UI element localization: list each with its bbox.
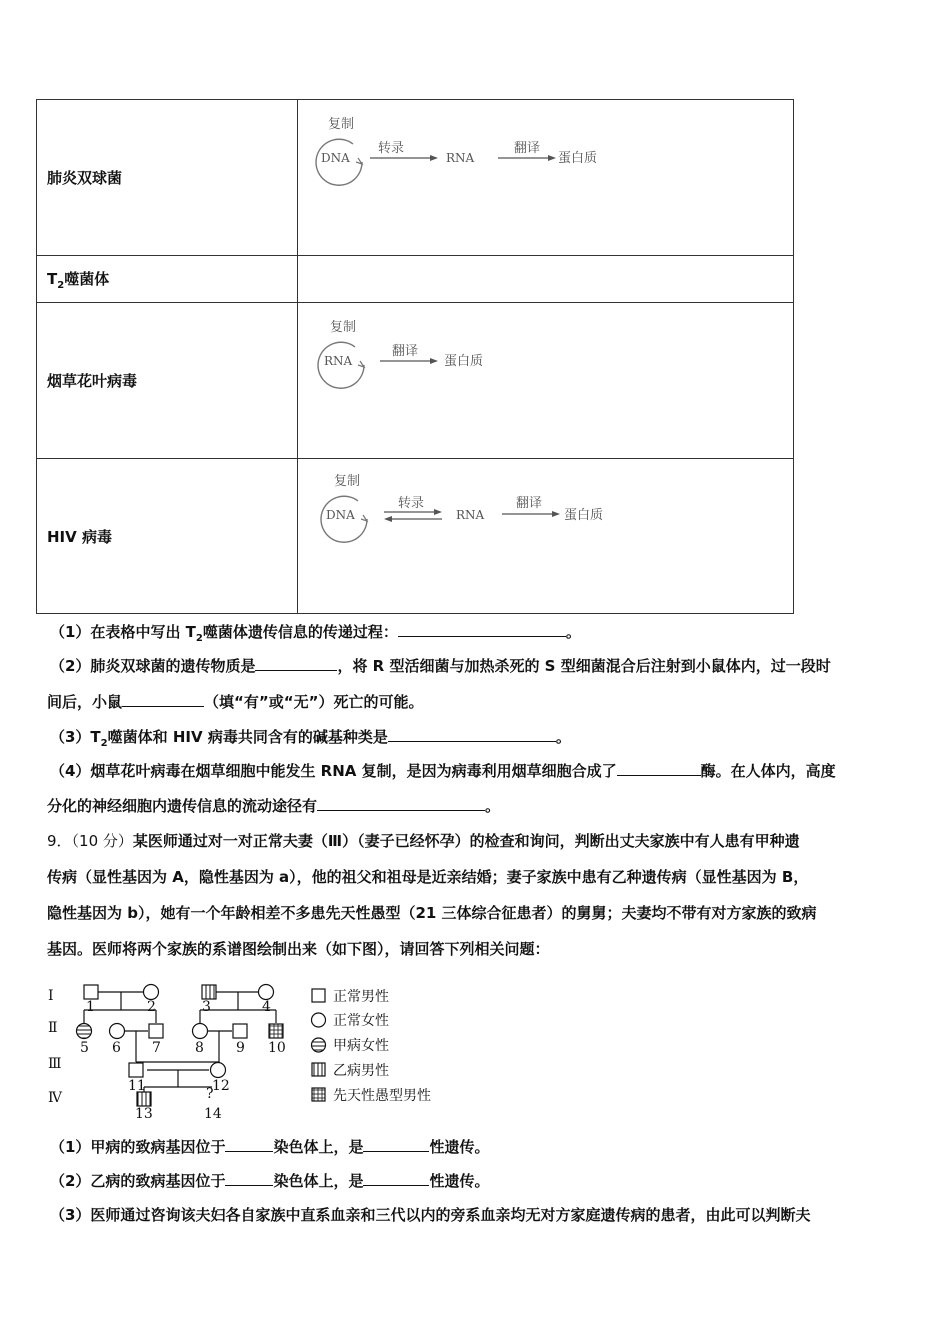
individual-id: 13 xyxy=(135,1106,153,1122)
core-molecule: RNA xyxy=(324,354,353,368)
legend-label: 正常男性 xyxy=(333,989,389,1005)
individual-8-normal-female xyxy=(193,1024,208,1039)
legend-normal-female-icon xyxy=(312,1013,326,1027)
individual-13-disease-b-male xyxy=(137,1092,151,1106)
core-molecule: DNA xyxy=(326,508,355,522)
answer-blank[interactable] xyxy=(255,655,337,671)
individual-id: 2 xyxy=(147,999,156,1015)
step1-label: 转录 xyxy=(378,141,405,156)
individual-7-normal-male xyxy=(149,1024,163,1038)
individual-id: 11 xyxy=(128,1078,146,1094)
individual-id: 8 xyxy=(195,1040,204,1056)
legend-down-syndrome-male-icon xyxy=(312,1088,325,1101)
replicate-label: 复制 xyxy=(330,320,357,335)
individual-10-down-syndrome-male xyxy=(269,1024,283,1038)
question-8-3: $(3)T_2$噬菌体和 HIV 病毒共同含有的碱基种类是 。 xyxy=(50,728,571,749)
flow-diagram-cell xyxy=(298,100,794,256)
individual-id: 9 xyxy=(236,1040,245,1056)
answer-blank[interactable] xyxy=(398,621,566,637)
generation-label: Ⅳ xyxy=(48,1090,62,1106)
step2-arrowhead xyxy=(552,511,560,517)
question-9-line3: 隐性基因为 b），她有一个年龄相差不多患先天性愚型（21 三体综合征患者）的舅舅；夫妻均不带有对方家族的致病 xyxy=(47,904,817,922)
individual-4-normal-female xyxy=(259,985,274,1000)
question-9-line4: 基因。医师将两个家族的系谱图绘制出来（如下图），请回答下列相关问题： xyxy=(47,940,550,958)
middle-molecule: RNA xyxy=(456,508,485,522)
step1-label: 翻译 xyxy=(392,344,419,359)
table-row xyxy=(37,459,794,614)
genetic-info-table xyxy=(36,99,794,614)
core-molecule: DNA xyxy=(321,151,350,165)
answer-blank[interactable] xyxy=(363,1170,429,1186)
question-8-2: （2）肺炎双球菌的遗传物质是 ，将 R 型活细菌与加热杀死的 S 型细菌混合后注射到小鼠体内，过一段时 xyxy=(50,657,831,675)
step1-arrowhead xyxy=(430,155,438,161)
individual-id: 5 xyxy=(80,1040,89,1056)
step2-label: 翻译 xyxy=(516,496,543,511)
table-row xyxy=(37,303,794,459)
question-8-2-cont: 间后，小鼠 （填“有”或“无”）死亡的可能。 xyxy=(47,693,424,711)
table-row xyxy=(37,256,794,303)
answer-blank[interactable] xyxy=(388,726,556,742)
question-8-1: （1）在表格中写出 $T_2$噬菌体遗传信息的传递过程： 。 xyxy=(50,623,581,644)
organism-name: 肺炎双球菌 xyxy=(37,100,298,256)
question-9-3: （3）医师通过咨询该夫妇各自家族中直系血亲和三代以内的旁系血亲均无对方家庭遗传病的患者，由此可以判断夫 xyxy=(50,1206,811,1224)
product: 蛋白质 xyxy=(564,508,604,523)
legend-disease-a-female-icon xyxy=(312,1038,326,1052)
answer-blank[interactable] xyxy=(363,1136,429,1152)
individual-id: 14 xyxy=(204,1106,222,1122)
individual-9-normal-male xyxy=(233,1024,247,1038)
legend-label: 乙病男性 xyxy=(333,1063,389,1079)
pedigree-chart xyxy=(44,980,464,1128)
transcription-arrowhead xyxy=(434,509,442,515)
individual-5-disease-a-female xyxy=(77,1024,92,1039)
individual-id: 4 xyxy=(262,999,271,1015)
reverse-transcription-arrowhead xyxy=(384,516,392,522)
organism-name: HIV 病毒 xyxy=(37,459,298,614)
legend-label: 甲病女性 xyxy=(333,1038,389,1054)
legend-label: 正常女性 xyxy=(333,1013,389,1029)
legend-normal-male-icon xyxy=(312,989,325,1002)
product: 蛋白质 xyxy=(558,151,598,166)
individual-11-normal-male xyxy=(129,1063,143,1077)
question-9-1: （1）甲病的致病基因位于 染色体上，是 性遗传。 xyxy=(50,1138,490,1156)
answer-blank[interactable] xyxy=(617,760,701,776)
step1-arrowhead xyxy=(430,358,438,364)
product: 蛋白质 xyxy=(444,354,484,369)
replicate-arrowhead xyxy=(358,361,364,367)
answer-blank[interactable] xyxy=(225,1170,273,1186)
organism-name: 烟草花叶病毒 xyxy=(37,303,298,459)
question-9-line1: 9．（10 分）某医师通过对一对正常夫妻（Ⅲ）（妻子已经怀孕）的检查和询问，判断出丈夫家族中有人患有甲种遗 xyxy=(47,832,800,850)
step1-label: 转录 xyxy=(398,496,425,511)
individual-3-disease-b-male xyxy=(202,985,216,999)
individual-id: 7 xyxy=(152,1040,161,1056)
replicate-arrowhead xyxy=(361,515,367,521)
question-9-2: （2）乙病的致病基因位于 染色体上，是 性遗传。 xyxy=(50,1172,490,1190)
pedigree-legend xyxy=(312,988,432,1104)
table-row xyxy=(37,100,794,256)
individual-1-normal-male xyxy=(84,985,98,999)
flow-diagram-cell xyxy=(298,459,794,614)
organism-name: $T_2$噬菌体 xyxy=(37,256,298,303)
individual-12-normal-female xyxy=(211,1063,226,1078)
flow-diagram-pneumococcus xyxy=(298,100,803,256)
individual-id: 6 xyxy=(112,1040,121,1056)
flow-diagram-hiv xyxy=(298,459,803,614)
question-9-line2: 传病（显性基因为 A，隐性基因为 a），他的祖父和祖母是近亲结婚；妻子家族中患有乙种遗传病（显性基因为 B， xyxy=(47,868,809,886)
replicate-label: 复制 xyxy=(328,117,355,132)
individual-id: 3 xyxy=(202,999,211,1015)
individual-id: 1 xyxy=(86,999,95,1015)
question-number: 9．（10 分） xyxy=(47,832,133,850)
question-8-4-cont: 分化的神经细胞内遗传信息的流动途径有 。 xyxy=(47,797,501,815)
individual-6-normal-female xyxy=(110,1024,125,1039)
individual-2-normal-female xyxy=(144,985,159,1000)
empty-answer-cell xyxy=(298,256,794,303)
answer-blank[interactable] xyxy=(122,691,204,707)
step2-arrowhead xyxy=(548,155,556,161)
replicate-label: 复制 xyxy=(334,474,361,489)
replicate-arrowhead xyxy=(356,158,362,164)
legend-label: 先天性愚型男性 xyxy=(333,1088,431,1104)
legend-disease-b-male-icon xyxy=(312,1063,325,1076)
question-8-4: （4）烟草花叶病毒在烟草细胞中能发生 RNA 复制，是因为病毒利用烟草细胞合成了 酶。在人体内，高度 xyxy=(50,762,836,780)
individual-id: 12 xyxy=(212,1078,230,1094)
generation-label: Ⅰ xyxy=(48,988,54,1004)
step2-label: 翻译 xyxy=(514,141,541,156)
flow-diagram-tmv xyxy=(298,303,803,459)
middle-molecule: RNA xyxy=(446,151,475,165)
answer-blank[interactable] xyxy=(225,1136,273,1152)
generation-label: Ⅱ xyxy=(48,1020,58,1036)
flow-diagram-cell xyxy=(298,303,794,459)
generation-label: Ⅲ xyxy=(48,1056,62,1072)
answer-blank[interactable] xyxy=(317,795,485,811)
individual-id: 10 xyxy=(268,1040,286,1056)
unknown-individual: ? xyxy=(206,1086,214,1102)
